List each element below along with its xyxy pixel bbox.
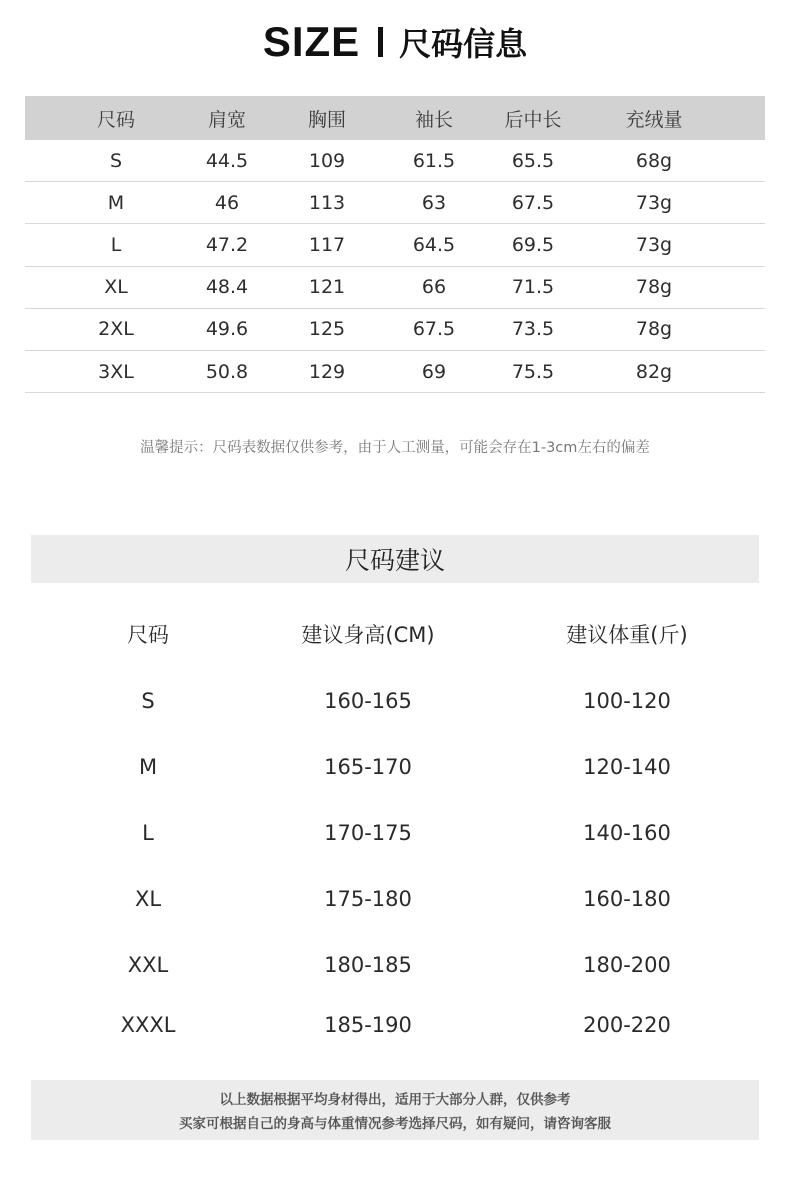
cell-size: M — [107, 191, 125, 214]
cell-chest: 125 — [308, 318, 346, 341]
cell-size: 2XL — [98, 318, 134, 341]
footer-note — [31, 1080, 759, 1140]
cell-weight: 120-140 — [583, 755, 671, 779]
cell-back-length: 75.5 — [511, 360, 555, 383]
table-row — [0, 879, 790, 919]
cell-height: 180-185 — [324, 953, 412, 977]
cell-sleeve: 69 — [421, 360, 447, 383]
table-row — [0, 813, 790, 853]
table-row — [25, 140, 765, 182]
cell-shoulder: 44.5 — [205, 149, 249, 172]
cell-shoulder: 47.2 — [205, 233, 249, 256]
footer-line-1: 以上数据根据平均身材得出，适用于大部分人群，仅供参考 — [219, 1092, 571, 1108]
cell-weight: 140-160 — [583, 821, 671, 845]
table-row — [0, 1005, 790, 1045]
cell-height: 165-170 — [324, 755, 412, 779]
cell-size: L — [110, 233, 122, 256]
cell-size: L — [142, 821, 154, 845]
header-shoulder: 肩宽 — [207, 108, 247, 131]
header-back-length: 后中长 — [504, 108, 562, 131]
cell-chest: 113 — [308, 191, 346, 214]
section-title-bar — [31, 535, 759, 583]
cell-chest: 109 — [308, 149, 346, 172]
header-height: 建议身高(CM) — [301, 623, 435, 647]
table-row — [25, 309, 765, 351]
cell-fill-weight: 82g — [635, 360, 673, 383]
table-row — [25, 224, 765, 266]
cell-weight: 200-220 — [583, 1013, 671, 1037]
cell-chest: 121 — [308, 276, 346, 299]
cell-sleeve: 66 — [421, 276, 447, 299]
page-title: 尺码信息 — [399, 25, 528, 63]
cell-fill-weight: 78g — [635, 318, 673, 341]
cell-size: S — [109, 149, 123, 172]
cell-shoulder: 46 — [214, 191, 240, 214]
cell-size: XXL — [127, 953, 169, 977]
cell-sleeve: 63 — [421, 191, 447, 214]
header-size: 尺码 — [96, 108, 136, 131]
cell-height: 170-175 — [324, 821, 412, 845]
cell-weight: 180-200 — [583, 953, 671, 977]
size-heading: SIZE — [262, 18, 361, 65]
cell-fill-weight: 78g — [635, 276, 673, 299]
cell-size: XXXL — [120, 1013, 176, 1037]
cell-shoulder: 48.4 — [205, 276, 249, 299]
cell-back-length: 69.5 — [511, 233, 555, 256]
section-title: 尺码建议 — [344, 546, 445, 575]
table-header-row — [25, 96, 765, 140]
cell-back-length: 65.5 — [511, 149, 555, 172]
cell-fill-weight: 73g — [635, 191, 673, 214]
cell-fill-weight: 68g — [635, 149, 673, 172]
cell-shoulder: 49.6 — [205, 318, 249, 341]
cell-height: 185-190 — [324, 1013, 412, 1037]
size-info-table — [25, 96, 765, 393]
footer-line-2: 买家可根据自己的身高与体重情况参考选择尺码，如有疑问，请咨询客服 — [179, 1116, 611, 1132]
cell-shoulder: 50.8 — [205, 360, 249, 383]
cell-weight: 100-120 — [583, 689, 671, 713]
table-row — [0, 747, 790, 787]
table-header-row — [0, 615, 790, 655]
cell-size: M — [138, 755, 158, 779]
cell-height: 175-180 — [324, 887, 412, 911]
cell-size: XL — [104, 276, 128, 299]
table-row — [25, 182, 765, 224]
header-divider — [378, 27, 383, 57]
header-fill-weight: 充绒量 — [625, 108, 683, 131]
header-sleeve: 袖长 — [414, 108, 454, 131]
cell-size: S — [141, 689, 155, 713]
cell-back-length: 67.5 — [511, 191, 555, 214]
cell-chest: 117 — [308, 233, 346, 256]
cell-chest: 129 — [308, 360, 346, 383]
page-header — [0, 14, 790, 70]
cell-size: 3XL — [98, 360, 134, 383]
cell-fill-weight: 73g — [635, 233, 673, 256]
table-row — [0, 945, 790, 985]
table-row — [25, 267, 765, 309]
cell-weight: 160-180 — [583, 887, 671, 911]
cell-back-length: 73.5 — [511, 318, 555, 341]
header-chest: 胸围 — [307, 108, 347, 131]
cell-sleeve: 67.5 — [412, 318, 456, 341]
measurement-tip: 温馨提示：尺码表数据仅供参考，由于人工测量，可能会存在1-3cm左右的偏差 — [140, 440, 650, 456]
header-size: 尺码 — [127, 623, 169, 647]
cell-height: 160-165 — [324, 689, 412, 713]
header-weight: 建议体重(斤) — [566, 623, 688, 647]
table-row — [0, 681, 790, 721]
cell-sleeve: 61.5 — [412, 149, 456, 172]
cell-sleeve: 64.5 — [412, 233, 456, 256]
cell-size: XL — [134, 887, 162, 911]
cell-back-length: 71.5 — [511, 276, 555, 299]
table-row — [25, 351, 765, 393]
